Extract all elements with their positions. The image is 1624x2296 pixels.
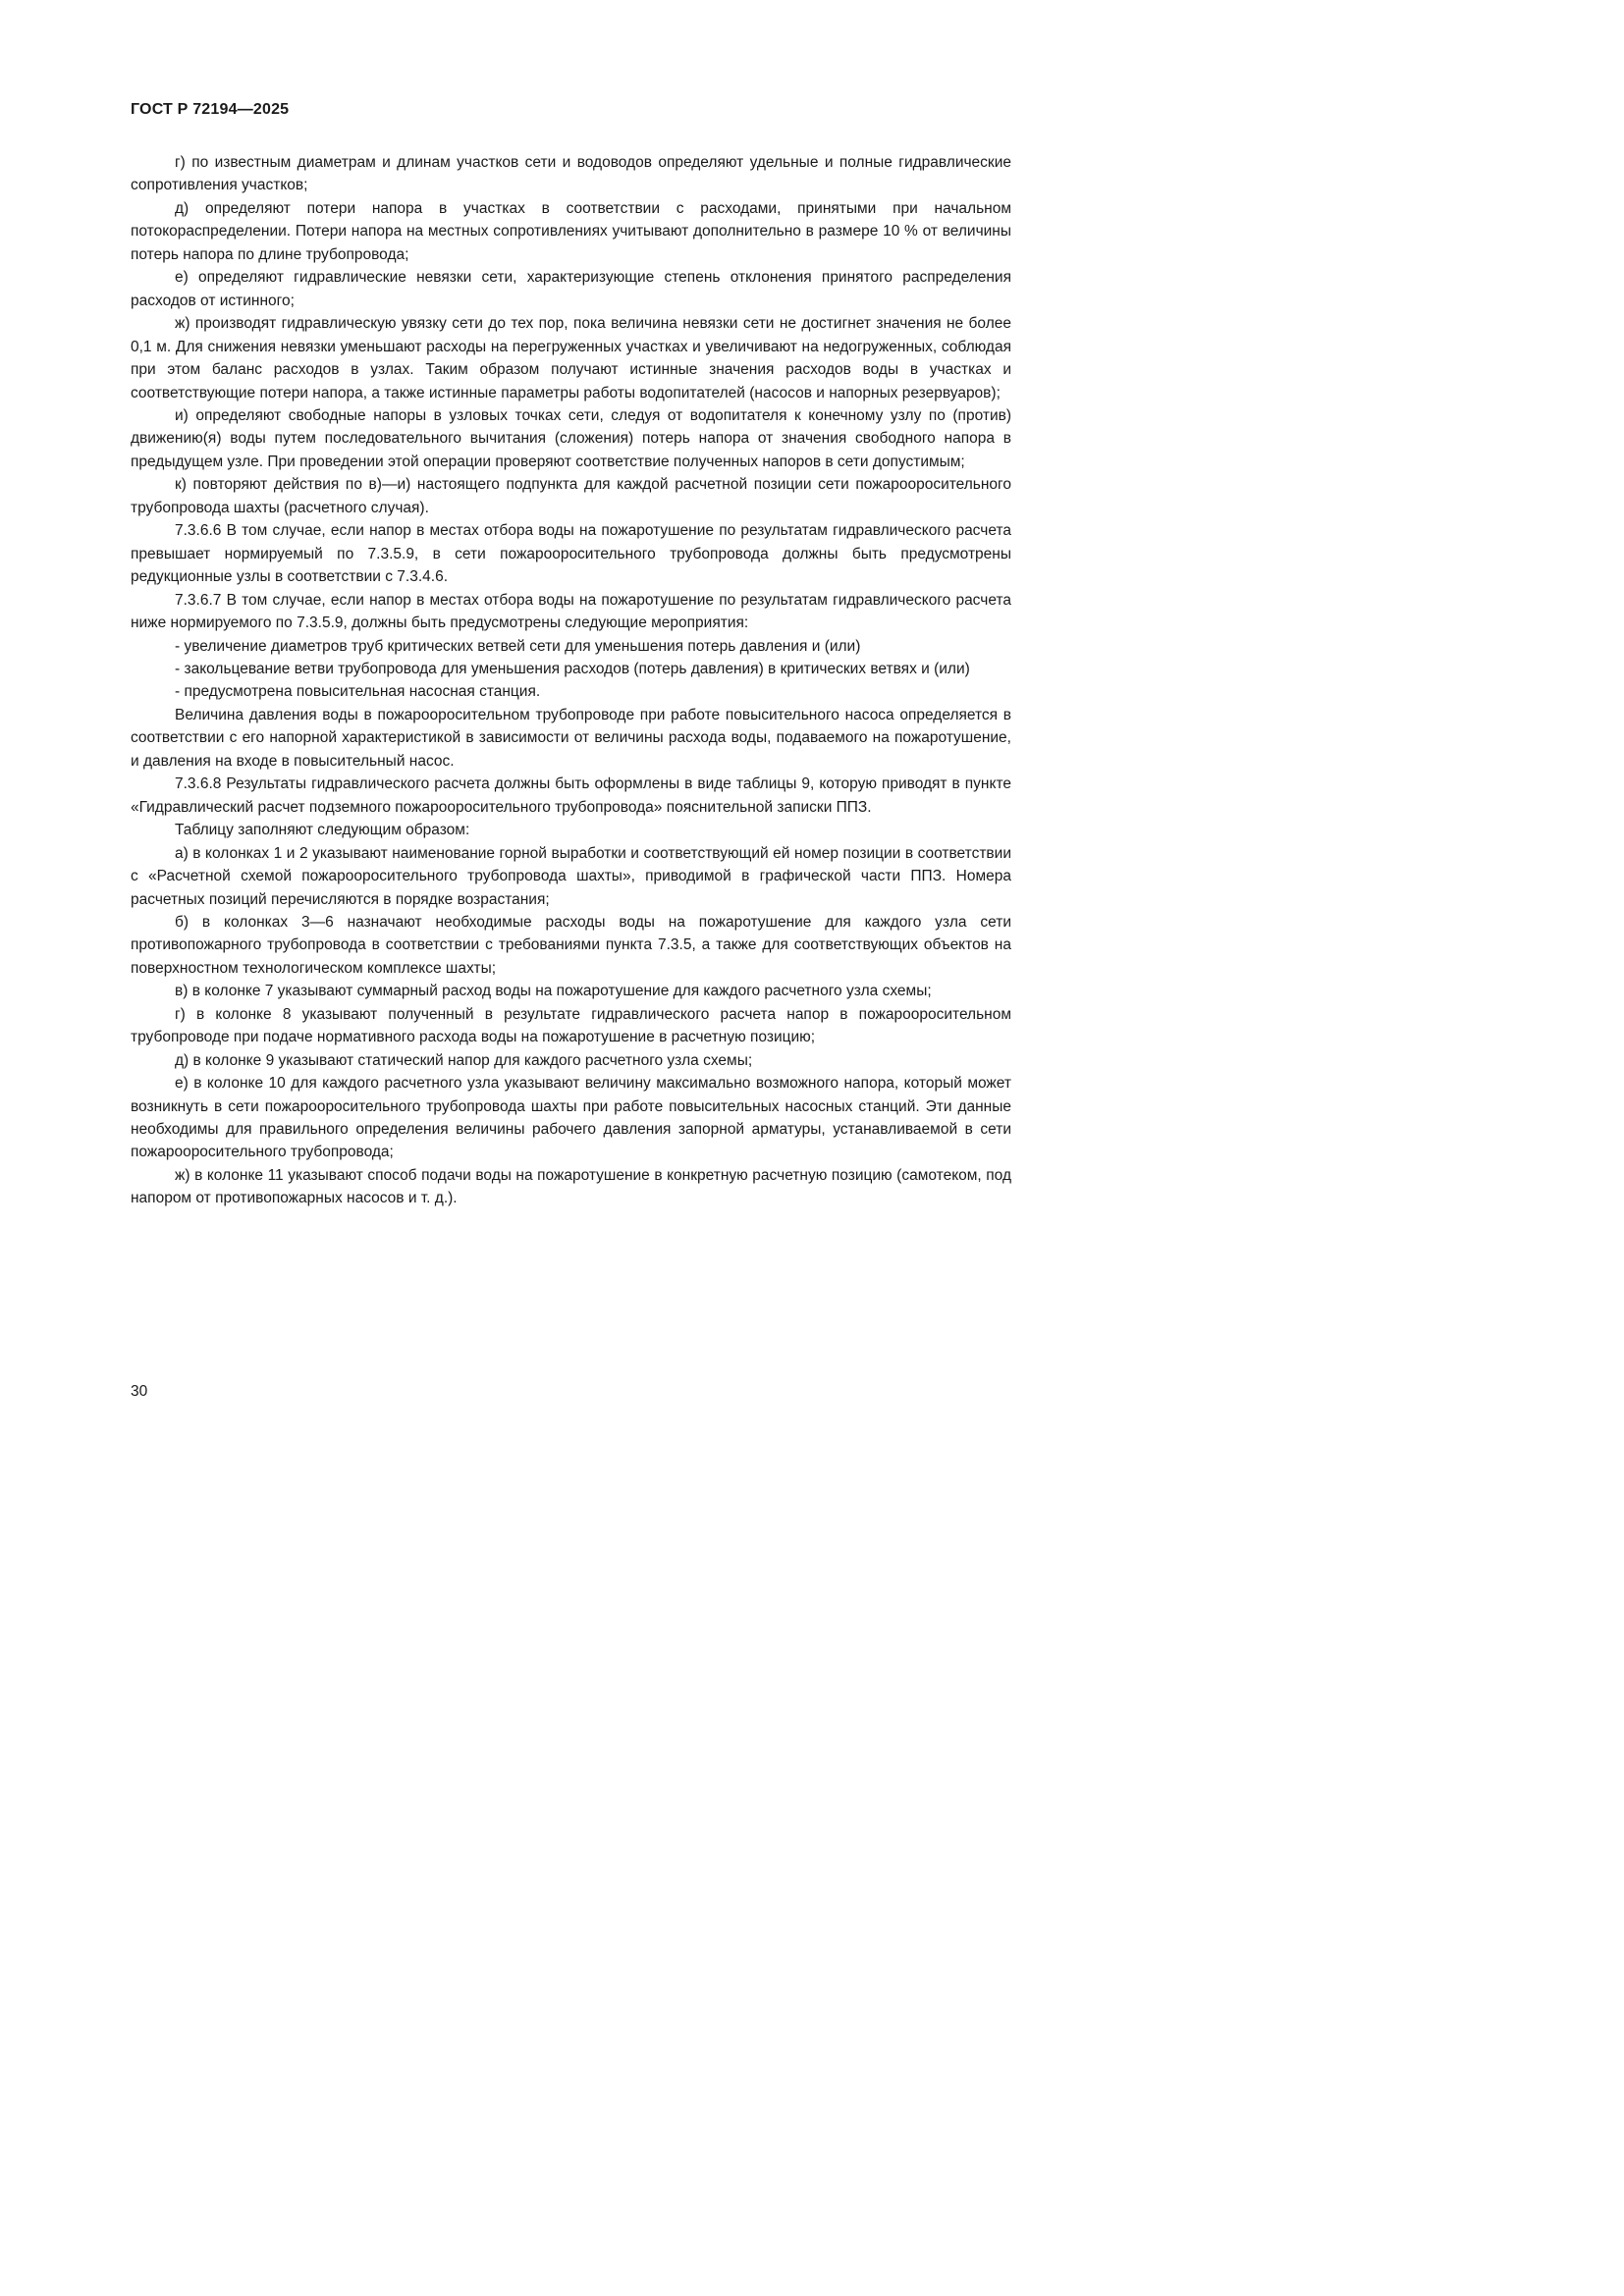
list-item-looping: - закольцевание ветви трубопровода для уменьшения расходов (потерь давления) в критических ветвях и (или) [175, 660, 970, 677]
paragraph-item-k: к) повторяют действия по в)—и) настоящего подпункта для каждой расчетной позиции сети пожарооросительного трубопровода шахты (расчетного случая). [131, 476, 1011, 516]
paragraph-column-g: г) в колонке 8 указывают полученный в результате гидравлического расчета напор в пожарооросительном трубопроводе при подаче нормативного расхода воды на пожаротушение в расчетную позицию; [131, 1005, 1011, 1046]
paragraph-pressure-value: Величина давления воды в пожарооросительном трубопроводе при работе повысительного насоса определяется в соответствии с его напорной характеристикой в зависимости от величины расхода воды, подаваемого на пожаротушение, и давления на входе в повысительный насос. [131, 706, 1011, 770]
document-code: ГОСТ Р 72194—2025 [131, 101, 290, 118]
document-body [131, 151, 1011, 1210]
paragraph-column-v: в) в колонке 7 указывают суммарный расход воды на пожаротушение для каждого расчетного узла схемы; [175, 983, 932, 1000]
paragraph-column-b: б) в колонках 3—6 назначают необходимые расходы воды на пожаротушение для каждого узла сети противопожарного трубопровода в соответствии с требованиями пункта 7.3.5, а также для соответствующих объектов на поверхностном технологическом комплексе шахты; [131, 913, 1011, 977]
paragraph-item-d: д) определяют потери напора в участках в соответствии с расходами, принятыми при начальном потокораспределении. Потери напора на местных сопротивлениях учитывают дополнительно в размере 10 % от величины потерь напора по длине трубопровода; [131, 199, 1011, 263]
list-item-pipe-diameters: - увеличение диаметров труб критических ветвей сети для уменьшения потерь давления и (или) [175, 637, 861, 655]
paragraph-column-e: е) в колонке 10 для каждого расчетного узла указывают величину максимально возможного напора, который может возникнуть в сети пожарооросительного трубопровода шахты при работе повысительных насосных станций. Эти данные необходимы для правильного определения величины рабочего давления запорной арматуры, устанавливаемой в сети пожарооросительного трубопровода; [131, 1075, 1011, 1161]
paragraph-7-3-6-7: 7.3.6.7 В том случае, если напор в местах отбора воды на пожаротушение по результатам гидравлического расчета ниже нормируемого по 7.3.5.9, должны быть предусмотрены следующие мероприятия: [131, 591, 1011, 632]
page-number: 30 [131, 1383, 148, 1400]
list-item-booster-station: - предусмотрена повысительная насосная станция. [175, 683, 541, 701]
paragraph-item-e: е) определяют гидравлические невязки сети, характеризующие степень отклонения принятого распределения расходов от истинного; [131, 269, 1011, 309]
paragraph-item-i: и) определяют свободные напоры в узловых точках сети, следуя от водопитателя к конечному узлу по (против) движению(я) воды путем последовательного вычитания (сложения) потерь напора от значения свободного напора в предыдущем узле. При проведении этой операции проверяют соответствие полученных напоров в сети допустимым; [131, 406, 1011, 470]
paragraph-column-d: д) в колонке 9 указывают статический напор для каждого расчетного узла схемы; [175, 1051, 753, 1069]
paragraph-item-zh: ж) производят гидравлическую увязку сети до тех пор, пока величина невязки сети не достигнет значения не более 0,1 м. Для снижения невязки уменьшают расходы на перегруженных участках и увеличивают на недогруженных, соблюдая при этом баланс расходов в узлах. Таким образом получают истинные значения расходов воды в участках и соответствующие потери напора, а также истинные параметры работы водопитателей (насосов и напорных резервуаров); [131, 315, 1011, 401]
paragraph-table-fill-intro: Таблицу заполняют следующим образом: [175, 822, 470, 839]
paragraph-column-a: а) в колонках 1 и 2 указывают наименование горной выработки и соответствующий ей номер позиции в соответствии с «Расчетной схемой пожарооросительного трубопровода шахты», приводимой в графической части ППЗ. Номера расчетных позиций перечисляются в порядке возрастания; [131, 844, 1011, 908]
paragraph-item-g: г) по известным диаметрам и длинам участков сети и водоводов определяют удельные и полные гидравлические сопротивления участков; [131, 154, 1011, 194]
paragraph-7-3-6-6: 7.3.6.6 В том случае, если напор в местах отбора воды на пожаротушение по результатам гидравлического расчета превышает нормируемый по 7.3.5.9, в сети пожарооросительного трубопровода должны быть предусмотрены редукционные узлы в соответствии с 7.3.4.6. [131, 522, 1011, 586]
paragraph-7-3-6-8: 7.3.6.8 Результаты гидравлического расчета должны быть оформлены в виде таблицы 9, которую приводят в пункте «Гидравлический расчет подземного пожарооросительного трубопровода» пояснительной записки ППЗ. [131, 775, 1011, 816]
paragraph-column-zh: ж) в колонке 11 указывают способ подачи воды на пожаротушение в конкретную расчетную позицию (самотеком, под напором от противопожарных насосов и т. д.). [131, 1166, 1011, 1207]
